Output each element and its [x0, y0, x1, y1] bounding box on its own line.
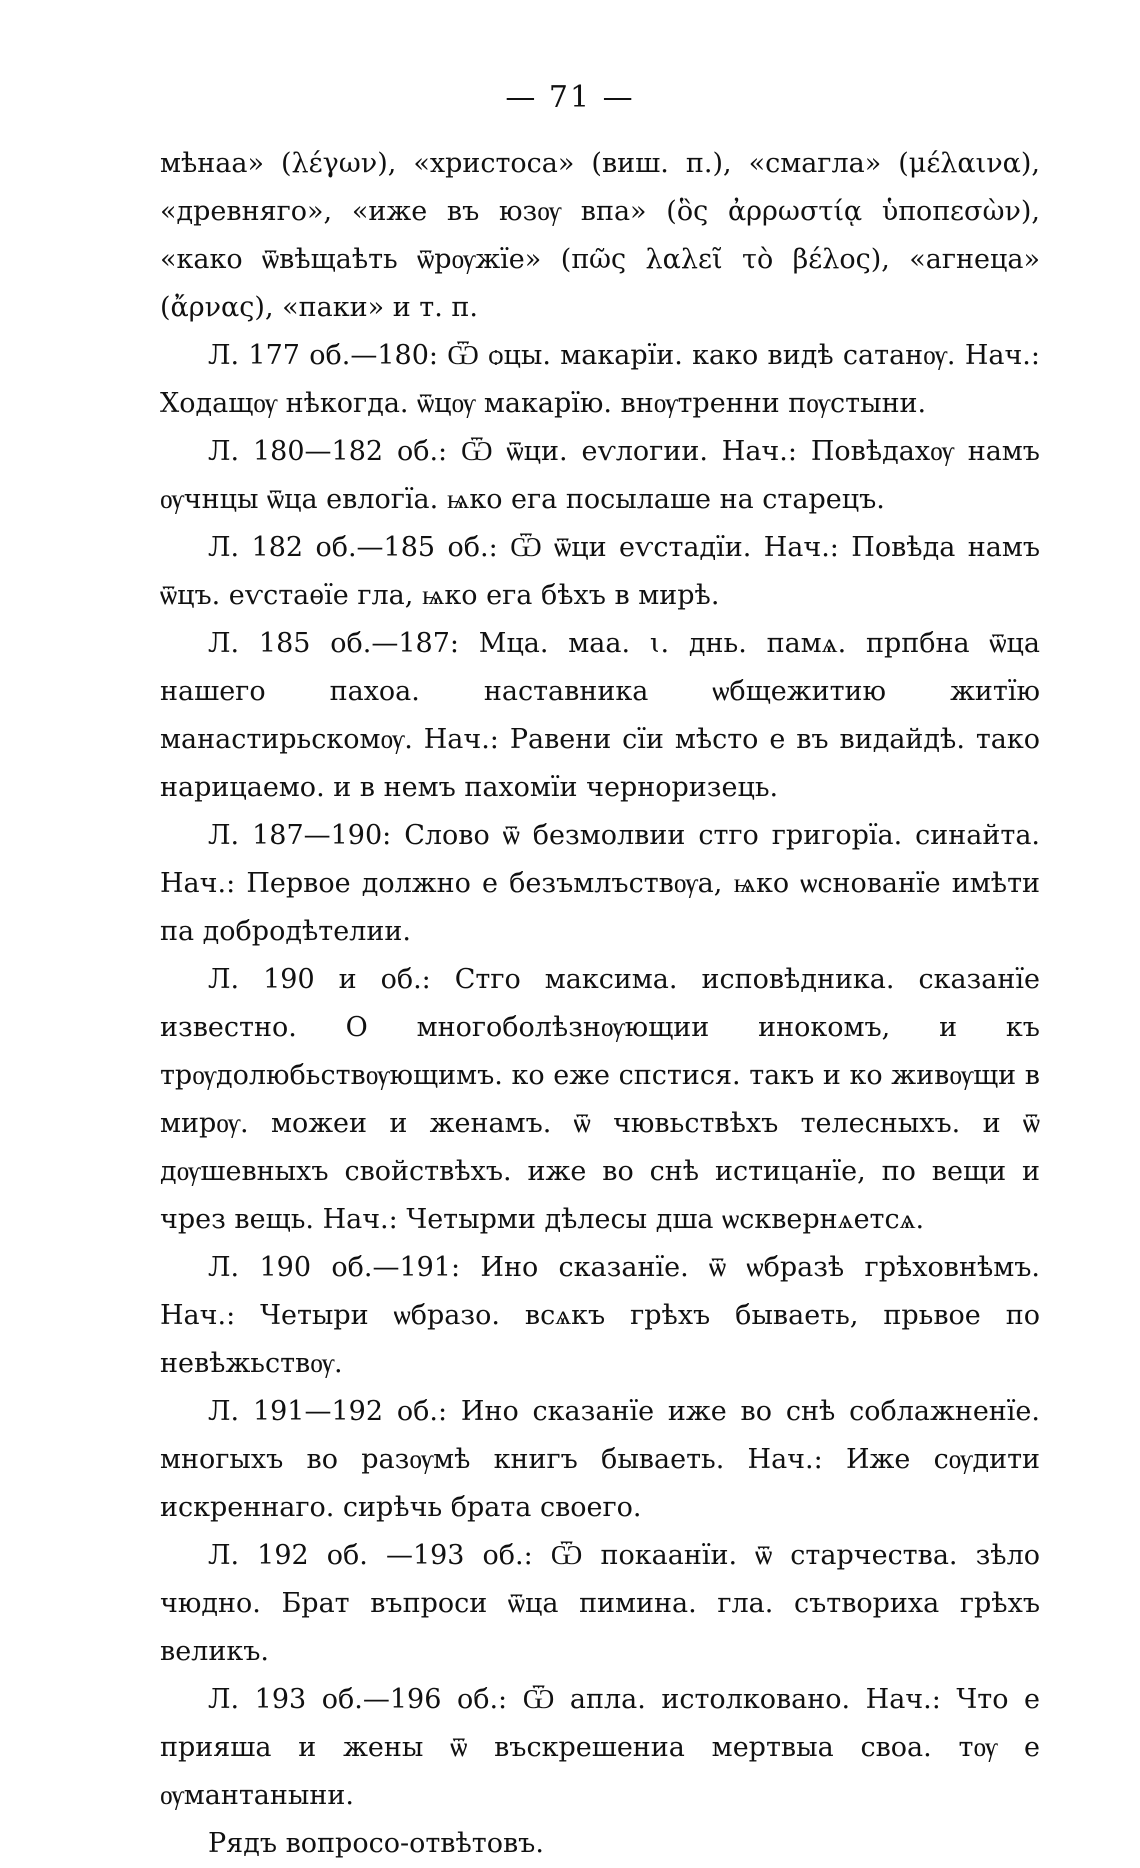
paragraph: Л. 177 об.—180: Ѿ ѻцы. макарїи. како видѣ сатанѹ. Нач.: Ходащѹ нѣкогда. ѿцѹ макарїю. внѹтренни пѹстыни.	[160, 340, 1040, 419]
paragraph: Л. 193 об.—196 об.: Ѿ апла. истолковано. Нач.: Что е прияша и жены ѿ въскрешениа мертвыа своа. тѹ е ѹмантаныни.	[160, 1684, 1040, 1811]
paragraph: Л. 191—192 об.: Ино сказанїе иже во снѣ соблажненїе. многыхъ во разѹмѣ книгъ бываеть. Нач.: Иже сѹдити искреннаго. сирѣчь брата своего.	[160, 1396, 1040, 1523]
page-number: — 71 —	[505, 80, 635, 115]
paragraph: Л. 185 об.—187: Мца. маа. ꙇ. днь. памѧ. прпбна ѿца нашего пахоа. наставника ѡбщежитию житїю манастирьскомѹ. Нач.: Равени сїи мѣсто е въ видайдѣ. тако нарицаемо. и в немъ пахомїи черноризець.	[160, 628, 1040, 803]
paragraph: Л. 190 и об.: Стго максима. исповѣдника. сказанїе известно. О многоболѣзнѹющии инокомъ, и къ трѹдолюбьствѹющимъ. ко еже спстися. такъ и ко живѹщи в мирѹ. можеи и женамъ. ѿ чювьствѣхъ телесныхъ. и ѿ дѹшевныхъ свойствѣхъ. иже во снѣ истицанїе, по вещи и чрез вещь. Нач.: Четырми дѣлесы дша ѡсквернѧетсѧ.	[160, 964, 1040, 1235]
paragraph: Л. 192 об. —193 об.: Ѿ покаанїи. ѿ старчества. зѣло чюдно. Брат въпроси ѿца пимина. гла. сътвориха грѣхъ великъ.	[160, 1540, 1040, 1667]
paragraph: Рядъ вопросо-отвѣтовъ.	[208, 1828, 544, 1859]
paragraph: Л. 190 об.—191: Ино сказанїе. ѿ ѡбразѣ грѣховнѣмъ. Нач.: Четыри ѡбразо. всѧкъ грѣхъ бываеть, прьвое по невѣжьствѹ.	[160, 1252, 1040, 1379]
paragraph: Л. 182 об.—185 об.: Ѿ ѿци еѵстадїи. Нач.: Повѣда намъ ѿцъ. еѵстаѳїе гла, ѩко ега бѣхъ в мирѣ.	[160, 532, 1040, 611]
text-body	[160, 140, 1040, 1868]
paragraph: Л. 180—182 об.: Ѿ ѿци. еѵлогии. Нач.: Повѣдахѹ намъ ѹчнцы ѿца евлогїа. ѩко ега посылаше на старецъ.	[160, 436, 1040, 515]
paragraph: Л. 187—190: Слово ѿ безмолвии стго григорїа. синайта. Нач.: Первое должно е безъмлъствѹа, ѩко ѡснованїе имѣти па добродѣтелии.	[160, 820, 1040, 947]
paragraph: мѣнаа» (λέγων), «христоса» (виш. п.), «смагла» (μέλαινα), «древняго», «иже въ юзѹ впа» (ὃς ἀρρωστίᾳ ὑποπεσὼν), «како ѿвѣщаѣть ѿрѹжїе» (πῶς λαλεῖ τὸ βέλος), «агнеца» (ἄρνας), «паки» и т. п.	[160, 148, 1040, 323]
